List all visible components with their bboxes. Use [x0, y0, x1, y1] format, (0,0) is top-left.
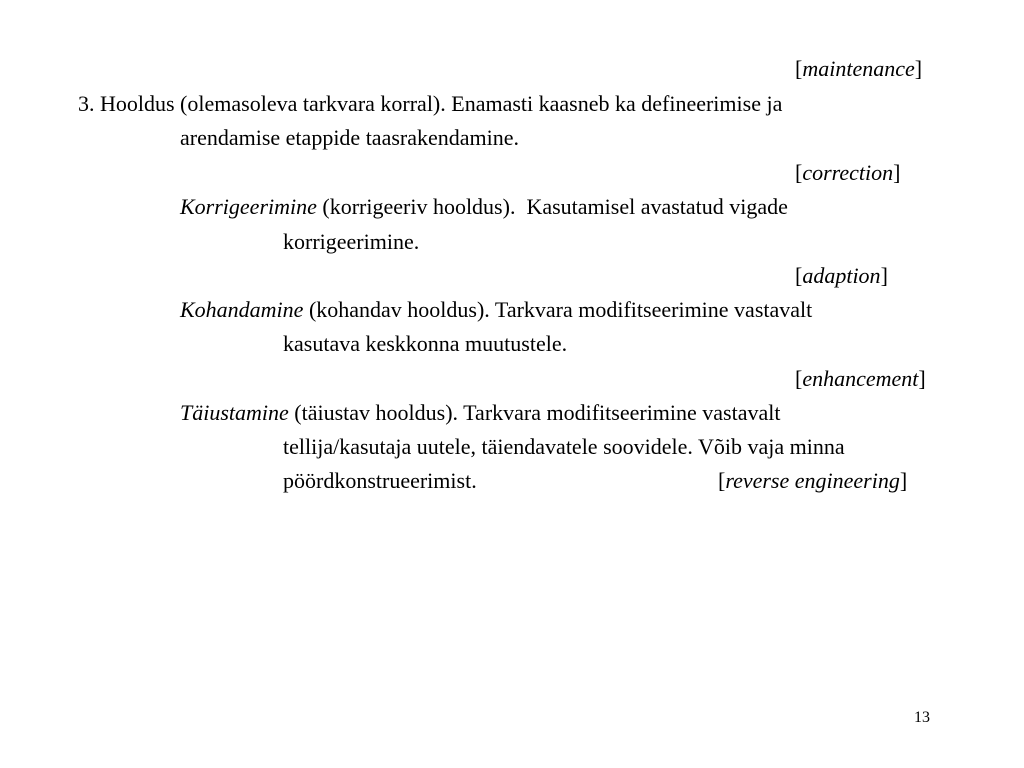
item-adaption-line-1: [180, 297, 812, 323]
item-term: Kohandamine: [180, 297, 304, 322]
term-tag-correction: [correction]: [795, 160, 901, 185]
heading-line-1: 3. Hooldus (olemasoleva tarkvara korral). Enamasti kaasneb ka defineerimise ja: [78, 91, 783, 116]
item-term: Korrigeerimine: [180, 194, 317, 219]
item-enhancement-line-3: pöördkonstrueerimist.: [283, 468, 477, 493]
term-tag-enhancement: [enhancement]: [795, 366, 926, 391]
item-text: (täiustav hooldus). Tarkvara modifitseerimine vastavalt: [288, 400, 781, 425]
term-tag-text: enhancement: [802, 366, 919, 391]
item-term: Täiustamine: [180, 400, 289, 425]
page-number: 13: [914, 709, 930, 726]
item-adaption-line-2: kasutava keskkonna muutustele.: [283, 331, 568, 356]
heading-line-2: arendamise etappide taasrakendamine.: [180, 125, 520, 150]
term-tag-reverse-engineering: [reverse engineering]: [718, 468, 908, 493]
item-enhancement-line-1: [180, 400, 781, 426]
term-tag-text: adaption: [802, 263, 881, 288]
term-tag-text: reverse engineering: [725, 468, 900, 493]
item-text: (korrigeeriv hooldus). Kasutamisel avastatud vigade: [316, 194, 788, 219]
item-text: (kohandav hooldus). Tarkvara modifitseerimine vastavalt: [303, 297, 813, 322]
term-tag-text: maintenance: [802, 56, 915, 81]
item-correction-line-1: [180, 194, 788, 220]
item-correction-line-2: korrigeerimine.: [283, 229, 420, 254]
term-tag-adaption: [adaption]: [795, 263, 888, 288]
term-tag-text: correction: [802, 160, 894, 185]
item-enhancement-line-2: tellija/kasutaja uutele, täiendavatele soovidele. Võib vaja minna: [283, 434, 845, 459]
term-tag-maintenance: [maintenance]: [795, 56, 923, 81]
